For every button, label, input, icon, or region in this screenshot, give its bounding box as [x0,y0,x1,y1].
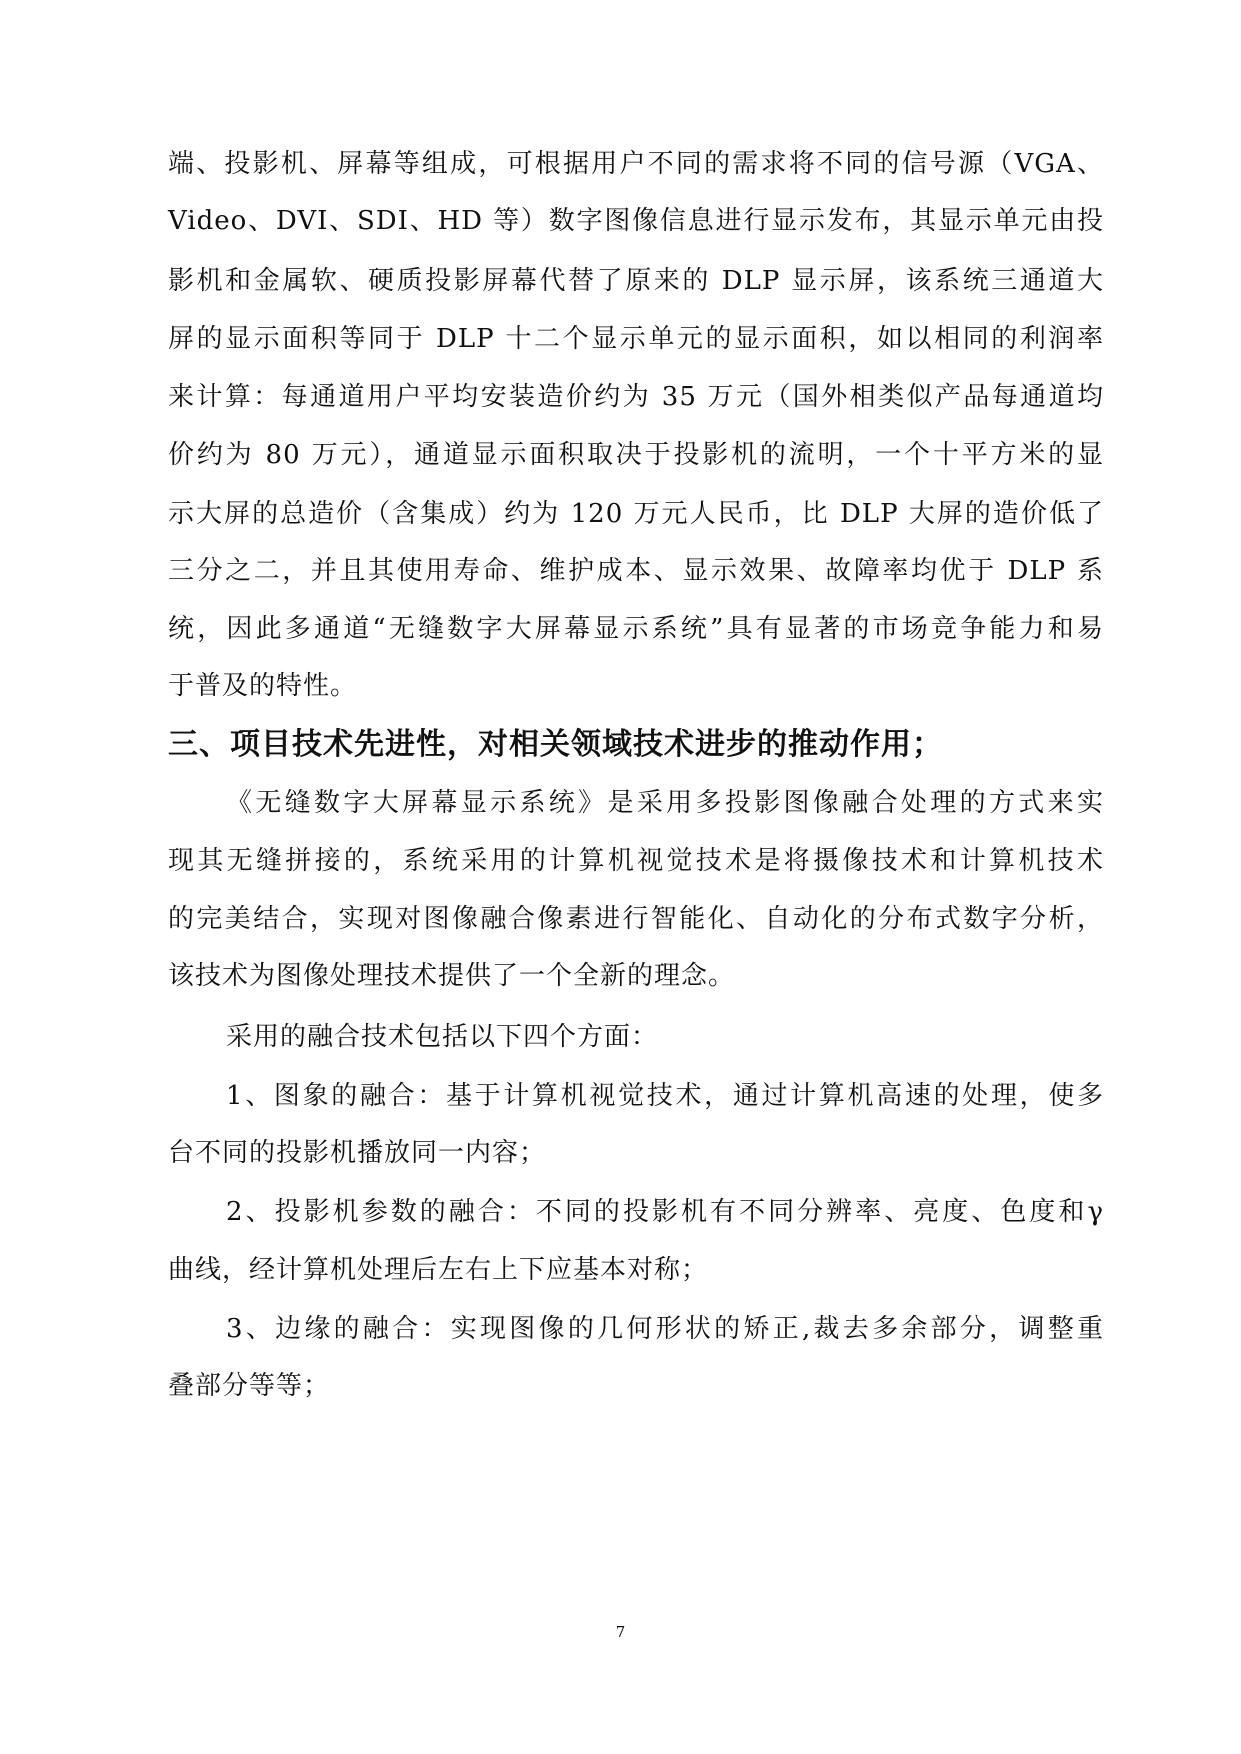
text-line: 叠部分等等； [168,1371,331,1401]
text-line: 2、投影机参数的融合：不同的投影机有不同分辨率、亮度、色度和γ [226,1197,1104,1227]
text-line: 来计算：每通道用户平均安装造价约为 35 万元（国外相类似产品每通道均 [168,382,1104,412]
text-line: 示大屏的总造价（含集成）约为 120 万元人民币，比 DLP 大屏的造价低了 [168,499,1104,529]
text-line: 统，因此多通道“无缝数字大屏幕显示系统”具有显著的市场竞争能力和易 [168,614,1104,644]
text-line: 影机和金属软、硬质投影屏幕代替了原来的 DLP 显示屏，该系统三通道大 [168,266,1104,296]
text-line: Video、DVI、SDI、HD 等）数字图像信息进行显示发布，其显示单元由投 [168,206,1104,236]
text-line: 该技术为图像处理技术提供了一个全新的理念。 [168,961,736,991]
text-line: 价约为 80 万元），通道显示面积取决于投影机的流明，一个十平方米的显 [168,440,1104,470]
text-line: 曲线，经计算机处理后左右上下应基本对称； [168,1255,709,1285]
page-number: 7 [615,1623,626,1641]
text-line: 1、图象的融合：基于计算机视觉技术，通过计算机高速的处理，使多 [226,1081,1104,1111]
text-line: 于普及的特性。 [168,671,358,701]
text-line: 的完美结合，实现对图像融合像素进行智能化、自动化的分布式数字分析， [168,904,1104,934]
text-line: 端、投影机、屏幕等组成，可根据用户不同的需求将不同的信号源（VGA、 [168,149,1104,179]
text-line: 《无缝数字大屏幕显示系统》是采用多投影图像融合处理的方式来实 [226,788,1104,818]
text-line: 三分之二，并且其使用寿命、维护成本、显示效果、故障率均优于 DLP 系 [168,556,1104,586]
text-line: 屏的显示面积等同于 DLP 十二个显示单元的显示面积，如以相同的利润率 [168,324,1104,354]
text-line: 台不同的投影机播放同一内容； [168,1138,547,1168]
text-line: 3、边缘的融合：实现图像的几何形状的矫正,裁去多余部分，调整重 [226,1314,1104,1344]
text-line: 现其无缝拼接的，系统采用的计算机视觉技术是将摄像技术和计算机技术 [168,846,1104,876]
text-line: 采用的融合技术包括以下四个方面： [226,1022,659,1052]
section-heading: 三、项目技术先进性，对相关领域技术进步的推动作用； [168,727,943,762]
